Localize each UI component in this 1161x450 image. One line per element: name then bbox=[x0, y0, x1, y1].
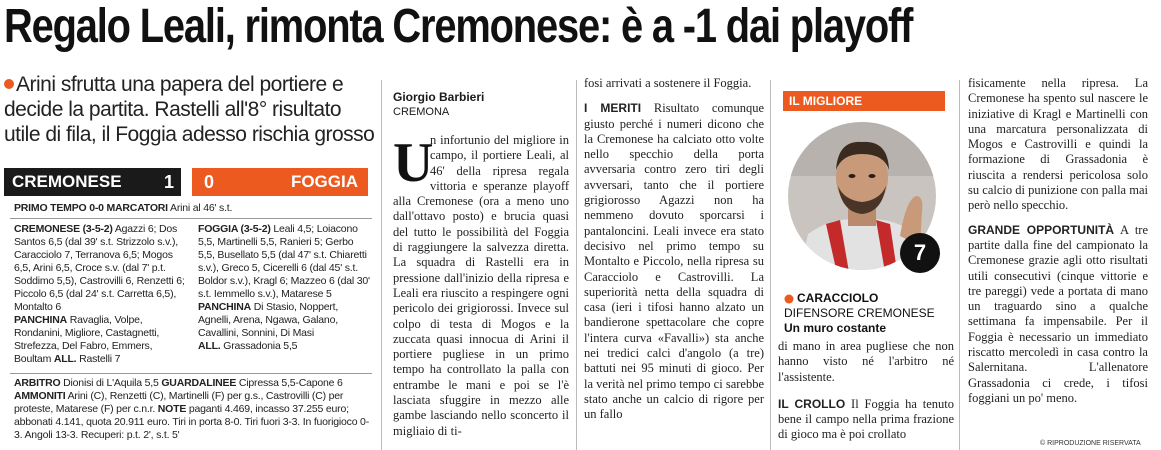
paragraph-gap bbox=[968, 214, 1148, 223]
home-lineup-text: Agazzi 6; Dos Santos 6,5 (dal 39' s.t. Strizzolo s.v.), Caracciolo 7, Terranova 6,5; Mogos 6,5, Arini 6,5, Croce s.v. (dal 7' p.t. Soddimo 5,5), Castrovilli 6, Renzetti 6; Piccolo 6,5 (dal 24' s.t. Carretta 6,5), Montalto 6 bbox=[14, 223, 185, 313]
note-label: NOTE bbox=[157, 403, 187, 415]
bullet-icon bbox=[784, 294, 794, 304]
arbitro: Dionisi di L'Aquila 5,5 bbox=[63, 377, 159, 389]
away-coach-label: ALL. bbox=[198, 340, 221, 352]
kicker-opportunita: GRANDE OPPORTUNITÀ bbox=[968, 222, 1115, 237]
paragraph-gap bbox=[584, 91, 764, 101]
home-score: 1 bbox=[164, 172, 175, 192]
column-divider bbox=[959, 80, 960, 450]
col4-text-a: fisicamente nella ripresa. La Cremonese ha spento sul nascere le iniziative di Kragl e Martinelli con una marcatura personalizzata di Mogos e Castrovilli e quindi la formazione di Grassadonia è riuscita a rendersi pericolosa solo su calcio di punizione con palla mai però nello specchio. bbox=[968, 76, 1148, 213]
away-coach: Grassadonia 5,5 bbox=[223, 340, 298, 352]
home-lineup bbox=[14, 223, 186, 366]
away-lineup-label: FOGGIA (3-5-2) bbox=[198, 223, 271, 235]
home-bench-label: PANCHINA bbox=[14, 314, 68, 326]
copyright: © RIPRODUZIONE RISERVATA bbox=[1040, 440, 1141, 447]
halftime-line bbox=[14, 202, 374, 215]
guardalinee: Cipressa 5,5-Capone 6 bbox=[238, 377, 343, 389]
ammoniti: Arini (C), Renzetti (C), Martinelli (F) per g.s., Castrovilli (C) per proteste, Matarese (F) per c.n.r. bbox=[14, 390, 344, 415]
subhead bbox=[4, 72, 376, 147]
drop-cap: U bbox=[393, 132, 434, 194]
author-city: CREMONA bbox=[393, 106, 450, 118]
home-coach: Rastelli 7 bbox=[79, 353, 121, 365]
scoreboard-away bbox=[192, 168, 368, 196]
home-bench-text: Ravaglia, Volpe, Rondanini, Migliore, Castagnetti, Strefezza, Del Fabro, Emmers, Boultam bbox=[14, 314, 160, 365]
col3-text-a: di mano in area pugliese che non hanno visto né l'arbitro né l'assistente. bbox=[778, 339, 954, 384]
home-team-name: CREMONESE bbox=[12, 172, 122, 191]
column-divider bbox=[381, 80, 382, 450]
away-team-name: FOGGIA bbox=[290, 172, 358, 191]
bullet-icon bbox=[4, 79, 14, 89]
article-column-2 bbox=[584, 76, 764, 423]
scoreboard-home bbox=[4, 168, 181, 196]
away-bench-label: PANCHINA bbox=[198, 301, 252, 313]
marcatori-value: Arini al 46' s.t. bbox=[170, 202, 233, 214]
ammoniti-label: AMMONITI bbox=[14, 390, 66, 402]
kicker-meriti: I MERITI bbox=[584, 101, 642, 116]
paragraph-gap bbox=[778, 385, 954, 397]
player-rating: 7 bbox=[900, 233, 940, 273]
author-name: Giorgio Barbieri bbox=[393, 90, 485, 104]
away-lineup-text: Leali 4,5; Loiacono 5,5, Martinelli 5,5, Ranieri 5; Gerbo 5,5, Busellato 5,5 (dal 47' s.t. Chiaretti s.v.), Greco 5, Cicerelli 6 (dal 45' s.t. Boldor s.v.), Kragl 6; Mazzeo 6 (dal 30' s.t. Iemmello s.v.), Matarese 5 bbox=[198, 223, 370, 300]
headline: Regalo Leali, rimonta Cremonese: è a -1 dai playoff bbox=[4, 0, 913, 53]
match-info bbox=[14, 377, 372, 442]
col1-text: n infortunio del migliore in campo, il portiere Leali, al 46' della ripresa regala vittoria e speranze playoff alla Cremonese (ora a meno uno dall'ottavo posto) e brucia quasi del tutto le possibilità del Foggia di raggiungere la salvezza diretta. La squadra di Rastelli era in pressione dall'inizio della ripresa e Leali era riuscito a respingere ogni pericolo dei grigiorossi. Invece sul colpo di testa di Mogos e la zuccata quasi innocua di Arini il portiere pugliese in un primo tempo ha controllato la palla con entrambe le mani e poi se l'è lasciata sfuggire in mezzo alle gambe lasciando nello sconcerto il migliaio di ti- bbox=[393, 133, 569, 438]
article-column-4 bbox=[968, 76, 1148, 406]
player-name: CARACCIOLO bbox=[797, 291, 879, 305]
player-role: DIFENSORE CREMONESE bbox=[784, 306, 935, 320]
col3-text-b: Il Foggia ha tenuto bene il campo nella prima frazione di gioco ma è poi crollato bbox=[778, 396, 954, 442]
col2-text-a: fosi arrivati a sostenere il Foggia. bbox=[584, 76, 752, 90]
away-bench-text: Di Stasio, Noppert, Agnelli, Arena, Ngawa, Galano, Cavallini, Sonnini, Di Masi bbox=[198, 301, 339, 339]
divider bbox=[10, 218, 372, 219]
away-lineup bbox=[198, 223, 370, 353]
halftime-label: PRIMO TEMPO bbox=[14, 202, 87, 214]
guardalinee-label: GUARDALINEE bbox=[161, 377, 237, 389]
home-lineup-label: CREMONESE (3-5-2) bbox=[14, 223, 113, 235]
column-divider bbox=[770, 80, 771, 450]
article-column-3 bbox=[778, 339, 954, 443]
migliore-label: IL MIGLIORE bbox=[789, 94, 863, 108]
kicker-crollo: IL CROLLO bbox=[778, 396, 846, 411]
marcatori-label: MARCATORI bbox=[106, 202, 168, 214]
player-tagline: Un muro costante bbox=[784, 321, 887, 335]
halftime-value: 0-0 bbox=[89, 202, 104, 214]
note: paganti 4.469, incasso 37.255 euro; abbonati 4.141, quota 20.911 euro. Tiri in porta 8-0. Tiri fuori 3-3. In fuorigioco 0-3. Angoli 13-3. Recuperi: p.t. 2', s.t. 5' bbox=[14, 403, 369, 441]
arbitro-label: ARBITRO bbox=[14, 377, 61, 389]
col4-text-b: A tre partite dalla fine del campionato la Cremonese grazie agli otto risultati utili consecutivi (cinque vittorie e tre pareggi) vede a portata di mano un traguardo sino a qualche settimana fa impensabile. Per il Foggia è necessario un immediato riscatto mercoledì in casa contro la Salernitana. L'allenatore Grassadonia ci crede, i tifosi foggiani un po' meno. bbox=[968, 222, 1149, 405]
col2-text-b: Risultato comunque giusto perché i numeri dicono che la Cremonese ha calciato otto volte nello specchio della porta avversaria contro zero tiri degli avversari, tanto che il portiere grigiorosso Agazzi non ha nemmeno dovuto sporcarsi i pantaloncini. Leali invece era stato decisivo nel primo tempo su Montalto e Piccolo, nella ripresa su Caracciolo e Castrovilli. La superiorità netta della squadra di casa (ieri i tifosi hanno alzato un bandierone spettacolare che copre l'intera curva «Favalli») sta anche nei tredici calci d'angolo (a tre) battuti nei 95 minuti di gioco. Per la verità nel primo tempo ci sarebbe stato anche un calcio di rigore per un fallo bbox=[584, 101, 764, 422]
subhead-text: Arini sfrutta una papera del portiere e decide la partita. Rastelli all'8° risultato utile di fila, il Foggia adesso rischia grosso bbox=[4, 73, 375, 146]
divider bbox=[10, 373, 372, 374]
home-coach-label: ALL. bbox=[53, 353, 77, 365]
column-divider bbox=[576, 80, 577, 450]
away-score: 0 bbox=[204, 172, 215, 192]
dropcap-spacer bbox=[393, 133, 430, 179]
article-column-1 bbox=[393, 133, 569, 439]
